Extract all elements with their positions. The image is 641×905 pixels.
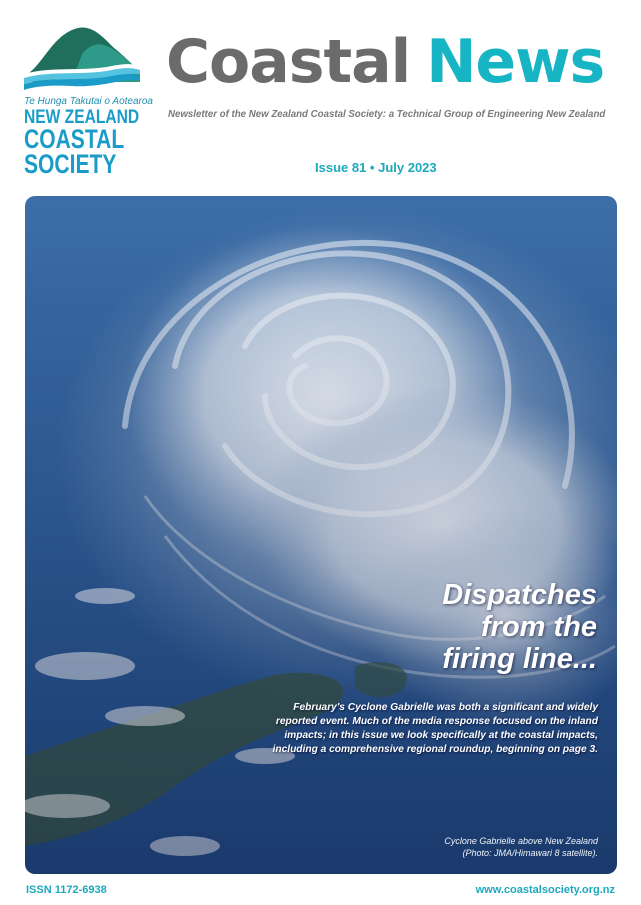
cover-headline: [442, 579, 597, 675]
cover-satellite-image: [25, 196, 617, 874]
masthead-title: [166, 27, 605, 97]
issn-number: ISSN 1172-6938: [26, 884, 107, 896]
caption-line: Cyclone Gabrielle above New Zealand: [444, 836, 598, 846]
logo-line-coastal: COASTAL: [24, 124, 125, 154]
cover-blurb: February's Cyclone Gabrielle was both a significant and widely reported event. Much of the media response focused on the inland impacts; in this issue we look specifically at the coastal impacts, including a comprehensive regional roundup, beginning on page 3.: [272, 702, 598, 755]
newsletter-subtitle: Newsletter of the New Zealand Coastal Society: a Technical Group of Engineering New Zealand: [168, 109, 606, 120]
headline-line: firing line...: [442, 643, 597, 675]
society-logo: [22, 24, 142, 94]
logo-maori-name: Te Hunga Takutai o Aotearoa: [24, 96, 153, 107]
photo-caption: [278, 835, 598, 859]
masthead-word-coastal: Coastal: [166, 27, 411, 97]
website-link[interactable]: www.coastalsociety.org.nz: [475, 884, 615, 896]
logo-line-society: SOCIETY: [24, 149, 117, 179]
headline-line: from the: [481, 611, 597, 643]
logo-line-new-zealand: NEW ZEALAND: [24, 107, 140, 128]
cyclone-satellite-illustration: [25, 196, 617, 874]
headline-line: Dispatches: [442, 579, 597, 611]
issue-label: Issue 81 • July 2023: [315, 160, 437, 175]
masthead-word-news: News: [426, 27, 605, 97]
mountain-waves-logo-icon: [22, 24, 142, 94]
caption-line: (Photo: JMA/Himawari 8 satellite).: [462, 848, 598, 858]
